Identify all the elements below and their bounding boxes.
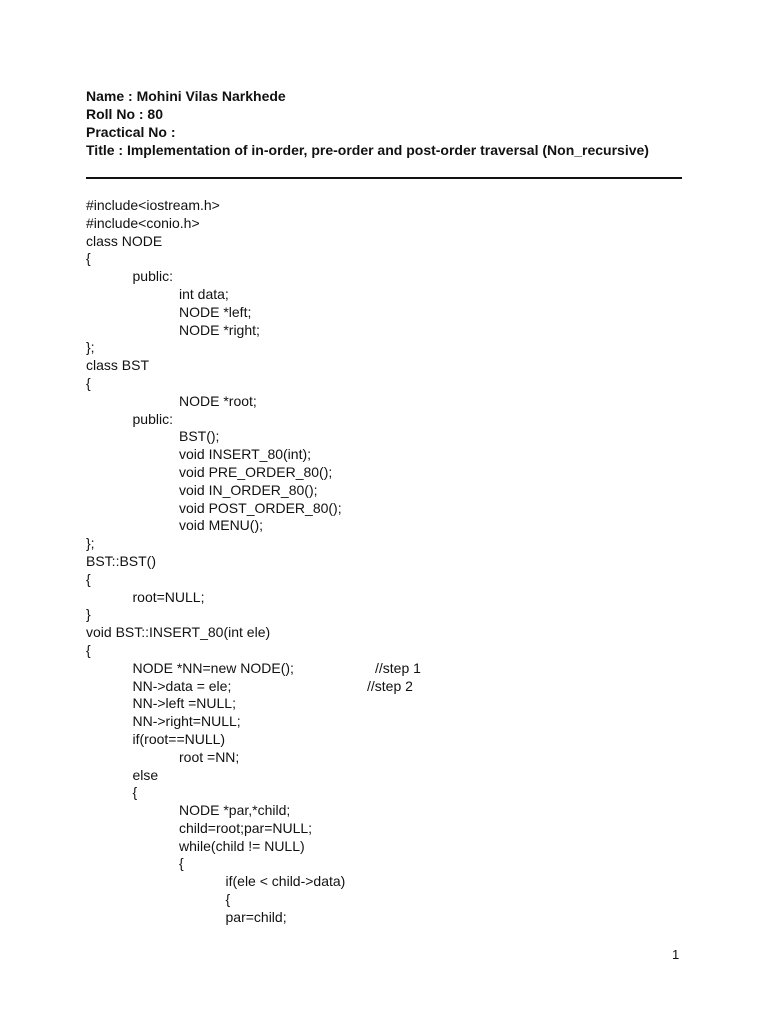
code-text: {	[179, 855, 184, 872]
code-text: NODE *root;	[179, 392, 257, 409]
code-text: public:	[132, 268, 173, 285]
code-line	[86, 838, 686, 856]
code-line	[86, 411, 686, 429]
code-line	[86, 695, 686, 713]
code-text: {	[86, 641, 91, 658]
code-line	[86, 820, 686, 838]
code-line	[86, 286, 686, 304]
code-line	[86, 357, 686, 375]
practical-title: Title : Implementation of in-order, pre-order and post-order traversal (Non_recursive)	[86, 142, 649, 158]
code-line	[86, 713, 686, 731]
code-text: #include<conio.h>	[86, 214, 200, 231]
code-text: {	[86, 250, 91, 267]
code-line	[86, 197, 686, 215]
code-line	[86, 322, 686, 340]
code-text: };	[86, 535, 95, 552]
code-text: {	[86, 570, 91, 587]
code-text: BST();	[179, 428, 220, 445]
code-line	[86, 215, 686, 233]
code-text: NODE *par,*child;	[179, 802, 291, 819]
code-text: NN->left =NULL;	[132, 695, 236, 712]
code-text: void BST::INSERT_80(int ele)	[86, 624, 271, 641]
code-text: {	[225, 891, 231, 908]
code-text: NODE *right;	[179, 321, 260, 338]
code-text: void IN_ORDER_80();	[179, 481, 318, 498]
code-line	[86, 250, 686, 268]
code-line	[86, 802, 686, 820]
code-text: par=child;	[225, 908, 287, 925]
student-name: Name : Mohini Vilas Narkhede	[86, 88, 286, 104]
code-comment: //step 2	[367, 677, 413, 694]
code-text: while(child != NULL)	[179, 837, 305, 854]
code-text: NN->right=NULL;	[132, 713, 241, 730]
code-text: };	[86, 339, 95, 356]
code-line	[86, 339, 686, 357]
code-line	[86, 233, 686, 251]
code-text: void PRE_ORDER_80();	[179, 463, 333, 480]
code-line	[86, 731, 686, 749]
code-line	[86, 606, 686, 624]
code-line	[86, 624, 686, 642]
code-text: int data;	[179, 285, 229, 302]
code-text: if(ele < child->data)	[225, 873, 346, 890]
code-text: root=NULL;	[132, 588, 205, 605]
code-text: root =NN;	[179, 748, 240, 765]
code-line	[86, 428, 686, 446]
code-line	[86, 909, 686, 927]
code-line	[86, 678, 686, 696]
code-text: {	[132, 784, 138, 801]
practical-number: Practical No :	[86, 124, 176, 140]
code-line	[86, 446, 686, 464]
code-line	[86, 393, 686, 411]
code-text: else	[132, 766, 159, 783]
code-text: NODE *NN=new NODE();	[132, 659, 294, 676]
code-text: }	[86, 606, 91, 623]
code-text: if(root==NULL)	[132, 730, 226, 747]
code-text: void INSERT_80(int);	[179, 446, 312, 463]
code-text: NN->data = ele;	[132, 677, 232, 694]
code-line	[86, 553, 686, 571]
code-line	[86, 873, 686, 891]
code-line	[86, 784, 686, 802]
code-text: #include<iostream.h>	[86, 197, 220, 213]
code-line	[86, 304, 686, 322]
code-text: NODE *left;	[179, 303, 252, 320]
code-text: class BST	[86, 357, 150, 374]
code-text: {	[86, 374, 91, 391]
code-line	[86, 517, 686, 535]
code-line	[86, 375, 686, 393]
code-listing	[86, 197, 686, 927]
code-text: void MENU();	[179, 517, 264, 534]
code-line	[86, 268, 686, 286]
code-text: class NODE	[86, 232, 163, 249]
code-comment: //step 1	[375, 659, 421, 676]
code-line	[86, 891, 686, 909]
code-line	[86, 767, 686, 785]
code-line	[86, 660, 686, 678]
code-line	[86, 482, 686, 500]
code-line	[86, 589, 686, 607]
code-text: child=root;par=NULL;	[179, 819, 313, 836]
document-header	[86, 87, 686, 159]
code-line	[86, 642, 686, 660]
code-text: BST::BST()	[86, 552, 157, 569]
code-line	[86, 749, 686, 767]
header-divider	[86, 177, 682, 179]
roll-number: Roll No : 80	[86, 106, 164, 122]
code-line	[86, 855, 686, 873]
code-line	[86, 464, 686, 482]
code-text: void POST_ORDER_80();	[179, 499, 342, 516]
code-text: public:	[132, 410, 173, 427]
page-number: 1	[672, 947, 680, 962]
code-line	[86, 500, 686, 518]
code-line	[86, 571, 686, 589]
code-line	[86, 535, 686, 553]
